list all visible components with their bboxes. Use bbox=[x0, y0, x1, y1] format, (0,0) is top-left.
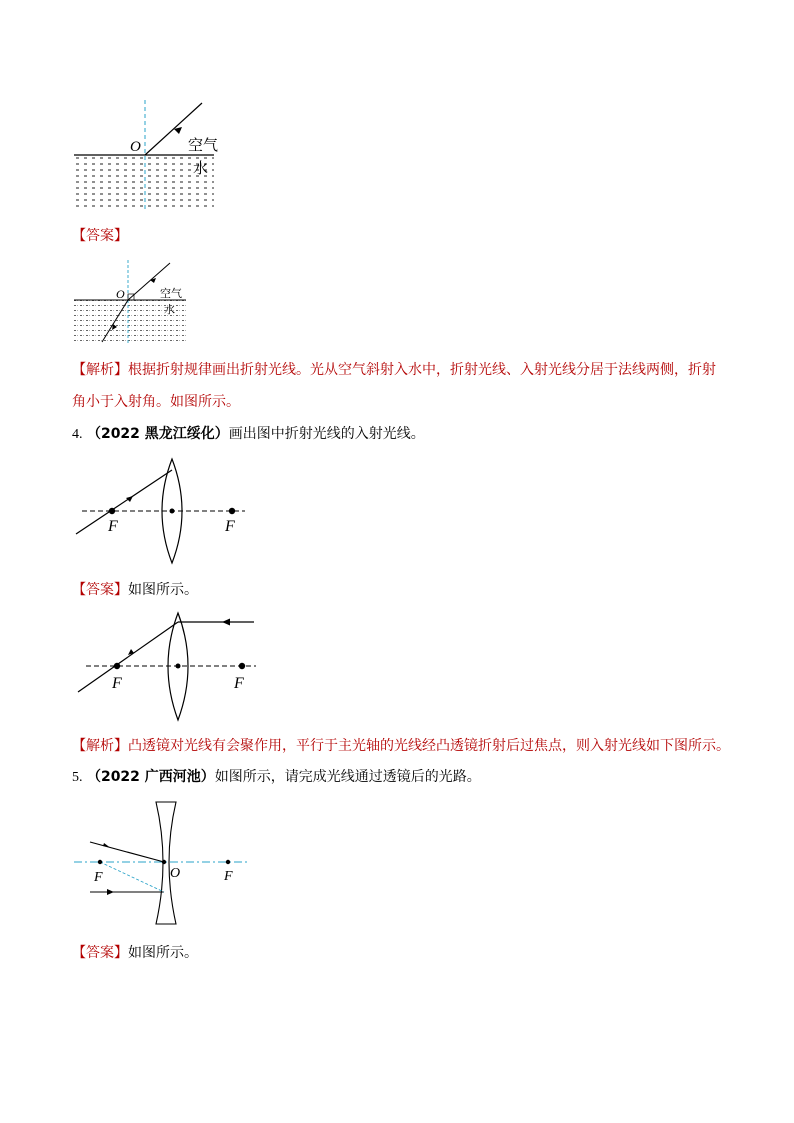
focus-right-label: F bbox=[224, 869, 233, 884]
concave-lens-question-figure bbox=[70, 798, 255, 930]
water-label: 水 bbox=[193, 159, 209, 177]
concave-lens bbox=[156, 802, 176, 924]
explain-tag-4: 【解析】 bbox=[72, 738, 128, 754]
focus-left-label: F bbox=[112, 675, 122, 692]
optical-center-dot bbox=[162, 860, 166, 864]
focus-right-label: F bbox=[225, 518, 235, 535]
extension-line bbox=[100, 862, 164, 892]
focus-left-label: F bbox=[94, 870, 103, 885]
convex-lens-question-figure bbox=[70, 455, 255, 567]
explain-tag-1: 【解析】 bbox=[72, 362, 128, 378]
point-o-label: O bbox=[116, 287, 125, 301]
focus-left-label: F bbox=[108, 518, 118, 535]
focus-left-dot bbox=[98, 860, 102, 864]
water-label: 水 bbox=[164, 303, 175, 316]
question-text: 画出图中折射光线的入射光线。 bbox=[228, 426, 425, 442]
question-5 bbox=[72, 767, 481, 788]
question-source: （2022 广西河池） bbox=[86, 769, 215, 785]
incident-arrow-icon bbox=[150, 278, 156, 283]
answer-tag-5: 【答案】 bbox=[72, 945, 128, 961]
incident-arrow-icon bbox=[222, 619, 230, 626]
answer-tag-1: 【答案】 bbox=[72, 228, 128, 244]
question-number: 4. bbox=[72, 427, 83, 442]
refraction-question-figure bbox=[60, 95, 240, 220]
optical-center-label: O bbox=[170, 866, 181, 881]
answer-text-4: 如图所示。 bbox=[128, 582, 198, 598]
focus-right-dot bbox=[226, 860, 230, 864]
air-label: 空气 bbox=[160, 287, 182, 300]
focus-right-dot bbox=[239, 663, 245, 669]
focus-right-label: F bbox=[234, 675, 244, 692]
explain-text-1-line-2: 角小于入射角。如图所示。 bbox=[72, 394, 240, 410]
incident-arrow-icon bbox=[107, 889, 114, 895]
optical-center-dot bbox=[170, 509, 175, 514]
question-number: 5. bbox=[72, 770, 83, 785]
incident-ray-top bbox=[90, 842, 164, 862]
optical-center-dot bbox=[176, 664, 181, 669]
explain-text-4: 凸透镜对光线有会聚作用，平行于主光轴的光线经凸透镜折射后过焦点，则入射光线如下图所示。 bbox=[128, 738, 730, 754]
focus-left-dot bbox=[114, 663, 120, 669]
question-source: （2022 黑龙江绥化） bbox=[86, 426, 229, 442]
focus-left-dot bbox=[109, 508, 115, 514]
focus-right-dot bbox=[229, 508, 235, 514]
refracted-ray bbox=[76, 470, 172, 534]
question-text: 如图所示，请完成光线通过透镜后的光路。 bbox=[214, 769, 481, 785]
explain-text-1-line-1: 根据折射规律画出折射光线。光从空气斜射入水中，折射光线、入射光线分居于法线两侧，折射 bbox=[128, 362, 716, 378]
convex-lens-answer-figure bbox=[72, 610, 262, 725]
point-o-label: O bbox=[130, 139, 141, 155]
air-label: 空气 bbox=[188, 136, 219, 154]
answer-text-5: 如图所示。 bbox=[128, 945, 198, 961]
answer-tag-4: 【答案】 bbox=[72, 582, 128, 598]
ray-arrow-icon bbox=[126, 496, 133, 502]
question-4 bbox=[72, 424, 425, 445]
refracted-ray bbox=[78, 622, 178, 692]
refraction-answer-figure bbox=[68, 258, 198, 348]
